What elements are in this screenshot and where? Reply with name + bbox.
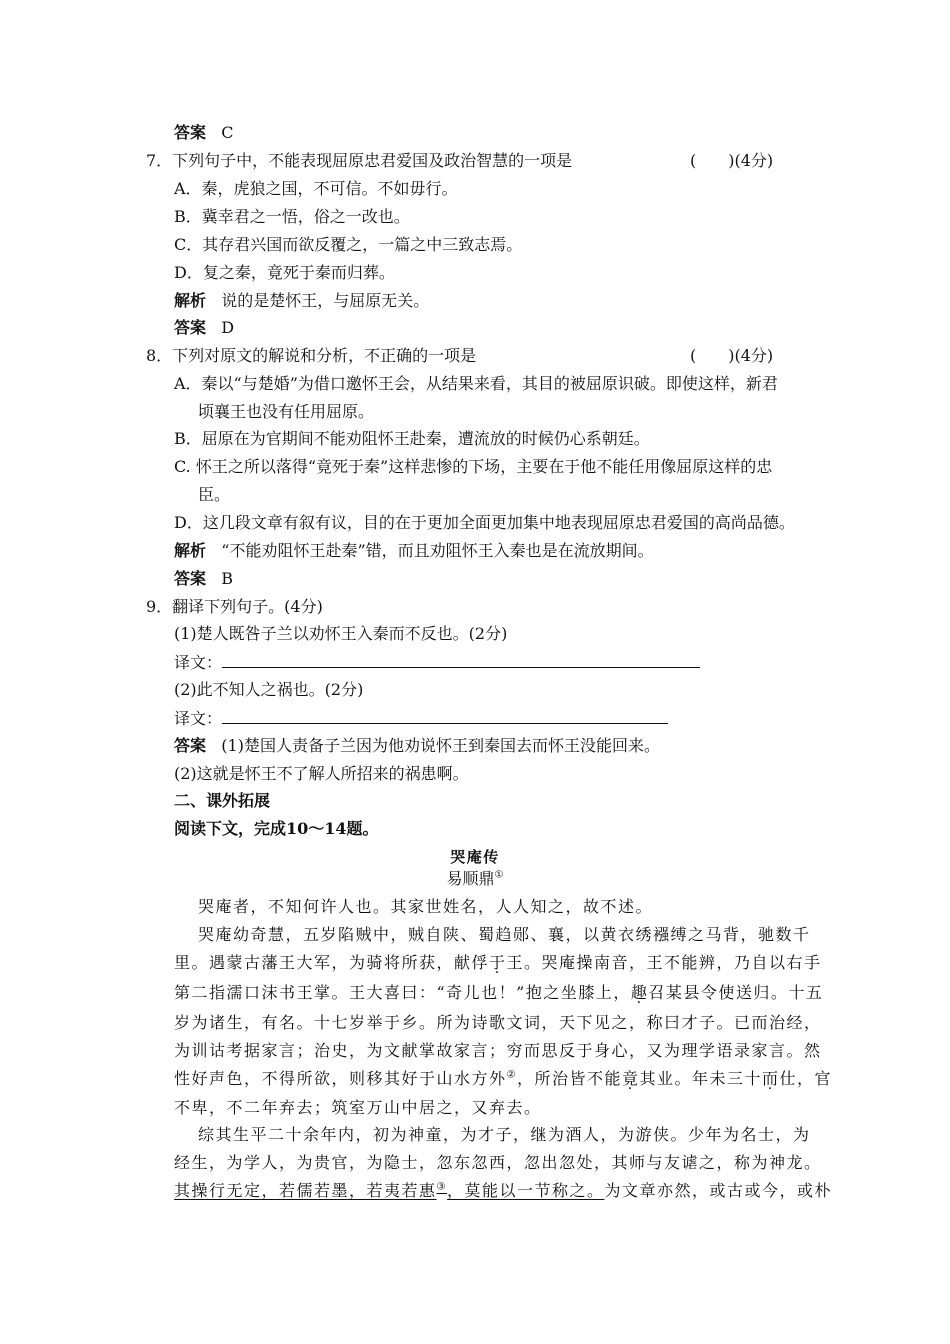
question-8-stem: 8．下列对原文的解说和分析，不正确的一项是 — [146, 346, 477, 365]
question-8-analysis — [174, 540, 654, 562]
passage-p2-line-6 — [174, 1068, 832, 1090]
footnote-marker: ① — [494, 869, 504, 881]
question-8-option-b: B．屈原在为官期间不能劝阻怀王赴秦，遭流放的时候仍心系朝廷。 — [174, 429, 650, 448]
text-segment: 性好声色，不得所欲，则移其好于山水方外 — [174, 1069, 507, 1088]
translation-2-line — [174, 707, 668, 730]
answer-label: 答案 — [174, 736, 207, 755]
footnote-marker: ② — [506, 1069, 517, 1081]
analysis-text: “不能劝阻怀王赴秦”错，而且劝阻怀王入秦也是在流放期间。 — [221, 541, 654, 560]
text-segment: 为文章亦然，或古或今，或朴 — [604, 1181, 833, 1200]
passage-p2-line-1: 哭庵幼奇慧，五岁陷贼中，贼自陕、蜀趋郧、襄，以黄衣绣襁缚之马背，驰数千 — [198, 925, 811, 944]
passage-p2-line-7: 不卑，不二年弃去；筑室万山中居之，又弃去。 — [174, 1098, 542, 1117]
question-9-sentence-2: (2)此不知人之祸也。(2分) — [174, 680, 364, 699]
question-7-option-a: A．秦，虎狼之国，不可信。不如毋行。 — [174, 179, 458, 198]
passage-title: 哭庵传 — [450, 848, 500, 866]
answer-6-line — [174, 122, 234, 144]
answer-label: 答案 — [174, 318, 207, 337]
footnote-marker: ③ — [436, 1181, 447, 1193]
question-8-score: ( )(4分) — [690, 346, 774, 365]
author-name: 易顺鼎 — [446, 869, 495, 888]
passage-p2-line-5: 为训诂考据家言；治史，为文献掌故家言；穷而思反于身心，又为理学语录家言。然 — [174, 1041, 822, 1060]
question-8-option-d: D．这几段文章有叙有议，目的在于更加全面更加集中地表现屈原忠君爱国的高尚品德。 — [174, 513, 795, 532]
question-7-option-c: C．其存君兴国而欲反覆之，一篇之中三致志焉。 — [174, 235, 523, 254]
passage-p3-line-1: 综其生平二十余年内，初为神童，为才子，继为酒人，为游侠。少年为名士，为 — [198, 1125, 811, 1144]
passage-paragraph-1: 哭庵者，不知何许人也。其家世姓名，人人知之，故不述。 — [198, 897, 654, 916]
underlined-sentence: 其操行无定，若儒若墨，若夷若惠 — [174, 1181, 437, 1200]
text-segment: 仕，官 — [779, 1069, 833, 1088]
text-segment: 里。遇蒙古藩王大军，为骑将所获，献俘 — [174, 953, 490, 972]
analysis-text: 说的是楚怀王，与屈原无关。 — [221, 291, 430, 310]
answer-value: D — [221, 318, 235, 337]
passage-p3-line-3 — [174, 1180, 832, 1202]
question-7-option-d: D．复之秦，竟死于秦而归葬。 — [174, 263, 395, 282]
question-7-analysis — [174, 290, 429, 312]
translation-label: 译文： — [174, 709, 223, 728]
emphasis-dot-char: 趣 — [630, 983, 649, 1002]
analysis-label: 解析 — [174, 541, 207, 560]
question-8-option-c-line2: 臣。 — [198, 485, 231, 504]
text-segment: 其业。年未三十 — [639, 1069, 763, 1088]
answer-label: 答案 — [174, 123, 207, 142]
question-9-sentence-1: (1)楚人既咎子兰以劝怀王入秦而不反也。(2分) — [174, 624, 508, 643]
passage-author — [0, 868, 950, 890]
underlined-sentence: ，莫能以一节称之。 — [446, 1181, 605, 1200]
question-7-stem: 7．下列句子中，不能表现屈原忠君爱国及政治智慧的一项是 — [146, 151, 573, 170]
question-8-option-a-line2: 顷襄王也没有任用屈原。 — [198, 402, 375, 421]
question-9-answer-2: (2)这就是怀王不了解人所招来的祸患啊。 — [174, 764, 469, 783]
question-7-option-b: B．冀幸君之一悟，俗之一改也。 — [174, 207, 410, 226]
answer-value: B — [221, 569, 234, 588]
question-9-stem: 9．翻译下列句子。(4分) — [146, 597, 323, 616]
question-7-answer — [174, 317, 234, 339]
answer-value: C — [221, 123, 234, 142]
passage-p3-line-2: 经生，为学人，为贵官，为隐士，忽东忽西，忽出忽处，其师与友谑之，称为神龙。 — [174, 1153, 822, 1172]
translation-1-line — [174, 651, 700, 674]
text-segment: 王。哭庵操南音，王不能辨，乃自以右手 — [506, 953, 822, 972]
emphasis-dot-char: 竟 — [622, 1069, 640, 1088]
answer-value: (1)楚国人责备子兰因为他劝说怀王到秦国去而怀王没能回来。 — [221, 736, 660, 755]
text-segment: ，所治皆不能 — [516, 1069, 622, 1088]
text-segment: 召某县令使送归。十五 — [648, 983, 824, 1002]
analysis-label: 解析 — [174, 291, 207, 310]
question-8-answer — [174, 568, 233, 590]
emphasis-dot-char: 而 — [762, 1069, 780, 1088]
translation-label: 译文： — [174, 653, 223, 672]
text-segment: 第二指濡口沫书王掌。王大喜曰：“奇儿也！”抱之坐膝上， — [174, 983, 631, 1002]
translation-2-blank[interactable] — [222, 707, 668, 724]
question-8-option-c-line1: C. 怀王之所以落得“竟死于秦”这样悲惨的下场，主要在于他不能任用像屈原这样的忠 — [174, 457, 773, 476]
question-9-answer-1 — [174, 735, 660, 757]
translation-1-blank[interactable] — [222, 651, 700, 668]
answer-label: 答案 — [174, 569, 207, 588]
emphasis-dot-char: 于 — [489, 953, 507, 972]
passage-p2-line-2 — [174, 952, 822, 974]
passage-p2-line-4: 岁为诸生，有名。十七岁举于乡。所为诗歌文词，天下见之，称曰才子。已而治经， — [174, 1013, 822, 1032]
section-heading: 二、课外拓展 — [174, 791, 271, 810]
question-7-score: ( )(4分) — [690, 151, 774, 170]
question-8-option-a-line1: A．秦以“与楚婚”为借口邀怀王会，从结果来看，其目的被屈原识破。即使这样，新君 — [174, 374, 778, 393]
section-instruction: 阅读下文，完成10～14题。 — [174, 819, 379, 838]
passage-p2-line-3 — [174, 982, 823, 1004]
